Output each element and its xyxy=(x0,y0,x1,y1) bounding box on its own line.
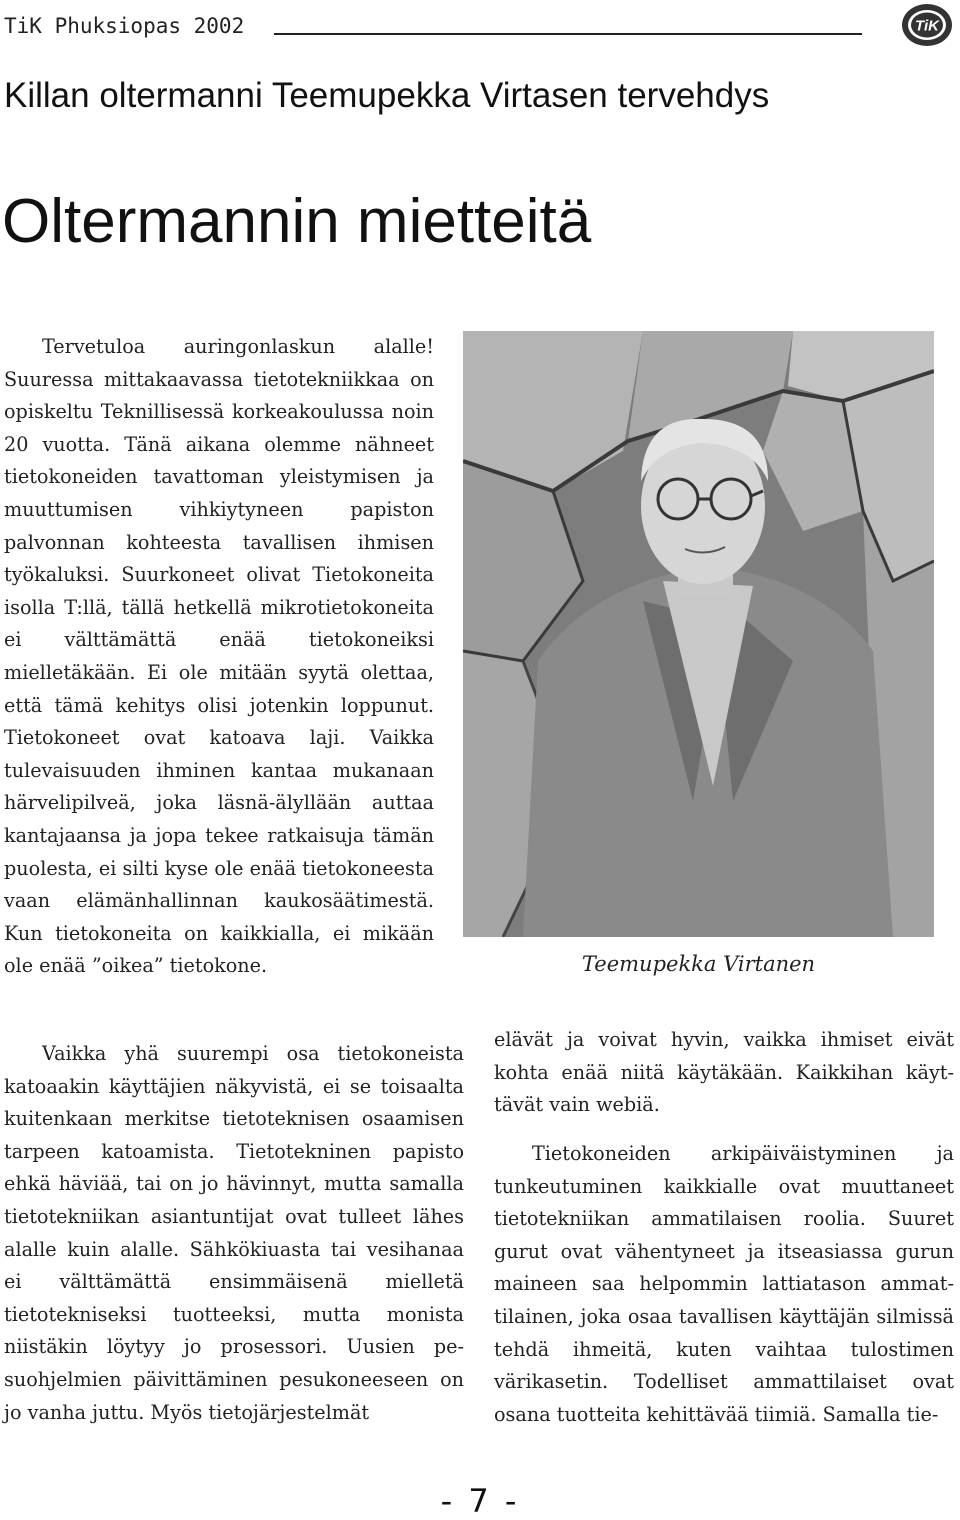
header-rule xyxy=(274,33,862,35)
article-column-left-top xyxy=(4,331,434,983)
article-paragraph: Tervetuloa auringonlaskun alalle! Suuressa mittakaavassa tietotekniikkaa on opiskeltu Teknillisessä korkeakoulussa noin 20 vuotta. Tänä aikana olemme nähneet tietokoneiden tavattoman yleistymisen ja muuttumisen vihkiytyneen papiston palvonnan kohteesta tavallisen ihmisen työkaluksi. Suurkoneet olivat Tietokoneita isolla T:llä, tällä hetkellä mikrotietokoneita ei välttämättä enää tietokoneiksi mielletäkään. Ei ole mitään syytä olettaa, että tämä kehitys olisi jotenkin loppunut. Tietokoneet ovat katoava laji. Vaikka tulevaisuuden ihminen kantaa mukanaan härvelipilveä, joka läsnä-älyllään auttaa kantajaansa ja jopa tekee ratkaisuja tämän puolesta, ei silti kyse ole enää tietokoneesta vaan elämänhallinnan kaukosäätimestä. Kun tietokoneita on kaikkialla, ei mikään ole enää ”oikea” tietokone. xyxy=(4,335,434,978)
article-paragraph: elävät ja voivat hyvin, vaikka ihmiset eivät kohta enää niitä käytäkään. Kaikkihan käyttävät vain webiä. xyxy=(494,1028,954,1117)
page-number: - 7 - xyxy=(440,1482,520,1520)
photo-caption: Teemupekka Virtanen xyxy=(581,952,816,976)
header-title: TiK Phuksiopas 2002 xyxy=(4,14,245,38)
portrait-image xyxy=(463,331,934,937)
article-paragraph: Vaikka yhä suurempi osa tietokoneista katoaakin käyttäjien näkyvistä, ei se toisaalta kuitenkaan merkitse tietoteknisen osaamisen tarpeen katoamista. Tietotekninen papisto ehkä häviää, tai on jo hävinnyt, mutta samalla tietotekniikan asiantuntijat ovat tulleet lähes alalle kuin alalle. Sähkökiuasta tai vesihanaa ei välttämättä ensimmäisenä mielletä tietotekniseksi tuotteeksi, mutta monista niistäkin löytyy jo prosessori. Uusien pesuohjelmien päivittäminen pesukoneeseen on jo vanha juttu. Myös tietojärjestelmät xyxy=(4,1042,464,1424)
logo-text: TiK xyxy=(915,17,939,35)
portrait-photo xyxy=(463,331,934,937)
guild-logo xyxy=(900,2,954,48)
article-title: Oltermannin mietteitä xyxy=(2,187,592,256)
article-subtitle: Killan oltermanni Teemupekka Virtasen tervehdys xyxy=(4,76,770,115)
article-column-left-bottom xyxy=(4,1038,464,1429)
article-column-right-top xyxy=(494,1024,954,1122)
article-column-right-bottom xyxy=(494,1138,954,1431)
article-paragraph: Tietokoneiden arkipäiväistyminen ja tunkeutuminen kaikkialle ovat muuttaneet tietotekniikan ammatilaisen roolia. Suuret gurut ovat vähentyneet ja itseasiassa gurun maineen saa helpommin lattiatason ammattilainen, joka osaa tavallisen käyttäjän silmissä tehdä ihmeitä, kuten vaihtaa tulostimen värikasetin. Todelliset ammattilaiset ovat osana tuotteita kehittävää tiimiä. Samalla tie- xyxy=(494,1142,954,1426)
